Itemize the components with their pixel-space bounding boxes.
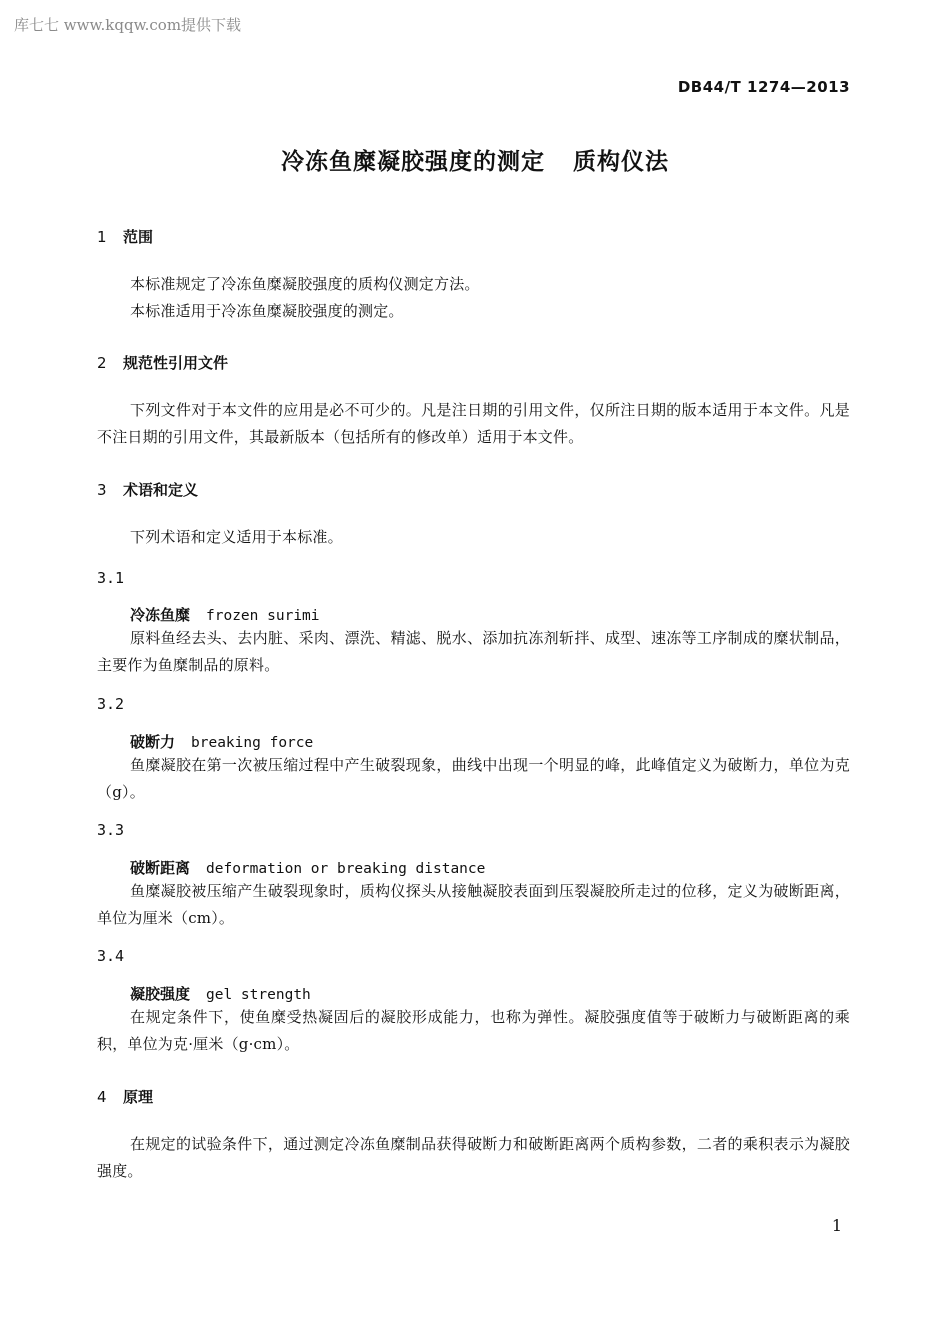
clause-number: 3.3 [97,821,125,839]
term-entry [130,983,311,1004]
term-english: gel strength [206,987,311,1003]
term-chinese: 冷冻鱼糜 [130,606,191,624]
section-heading-terms [97,479,198,500]
term-entry [130,857,485,878]
title-main: 冷冻鱼糜凝胶强度的测定 [281,149,545,175]
section-heading-principle [97,1086,153,1107]
section-number: 3 [97,481,107,499]
page-number: 1 [831,1216,842,1235]
term-english: frozen surimi [206,608,320,624]
term-chinese: 破断力 [130,733,176,751]
scope-paragraph-1: 本标准规定了冷冻鱼糜凝胶强度的质构仪测定方法。 [130,275,480,293]
term-chinese: 破断距离 [130,859,191,877]
term-chinese: 凝胶强度 [130,985,191,1003]
document-id: DB44/T 1274—2013 [677,78,850,96]
term-entry [130,731,313,752]
section-number: 4 [97,1088,107,1106]
title-method: 质构仪法 [573,149,669,175]
clause-number: 3.1 [97,569,125,587]
term-definition: 鱼糜凝胶在第一次被压缩过程中产生破裂现象，曲线中出现一个明显的峰，此峰值定义为破断力，单位为克（g）。 [97,756,850,801]
section-title: 原理 [123,1088,154,1106]
term-english: deformation or breaking distance [206,861,486,877]
terms-intro-paragraph: 下列术语和定义适用于本标准。 [130,528,343,546]
document-title [0,143,950,176]
section-title: 范围 [123,228,154,246]
section-title: 规范性引用文件 [123,354,229,372]
term-definition: 在规定条件下，使鱼糜受热凝固后的凝胶形成能力，也称为弹性。凝胶强度值等于破断力与破断距离的乘积，单位为克·厘米（g·cm）。 [97,1008,850,1053]
section-title: 术语和定义 [123,481,199,499]
term-definition: 鱼糜凝胶被压缩产生破裂现象时，质构仪探头从接触凝胶表面到压裂凝胶所走过的位移，定义为破断距离，单位为厘米（cm）。 [97,882,850,927]
clause-number: 3.2 [97,695,125,713]
term-english: breaking force [191,735,314,751]
section-heading-scope [97,226,153,247]
section-heading-normative-references [97,352,228,373]
term-entry [130,604,320,625]
normative-references-paragraph: 下列文件对于本文件的应用是必不可少的。凡是注日期的引用文件，仅所注日期的版本适用于本文件。凡是不注日期的引用文件，其最新版本（包括所有的修改单）适用于本文件。 [97,401,850,446]
clause-number: 3.4 [97,947,125,965]
section-number: 1 [97,228,107,246]
scope-paragraph-2: 本标准适用于冷冻鱼糜凝胶强度的测定。 [130,302,404,320]
section-number: 2 [97,354,107,372]
watermark-text: 库七七 www.kqqw.com提供下载 [14,16,242,34]
principle-paragraph: 在规定的试验条件下，通过测定冷冻鱼糜制品获得破断力和破断距离两个质构参数，二者的乘积表示为凝胶强度。 [97,1135,850,1180]
term-definition: 原料鱼经去头、去内脏、采肉、漂洗、精滤、脱水、添加抗冻剂斩拌、成型、速冻等工序制成的糜状制品，主要作为鱼糜制品的原料。 [97,629,850,674]
